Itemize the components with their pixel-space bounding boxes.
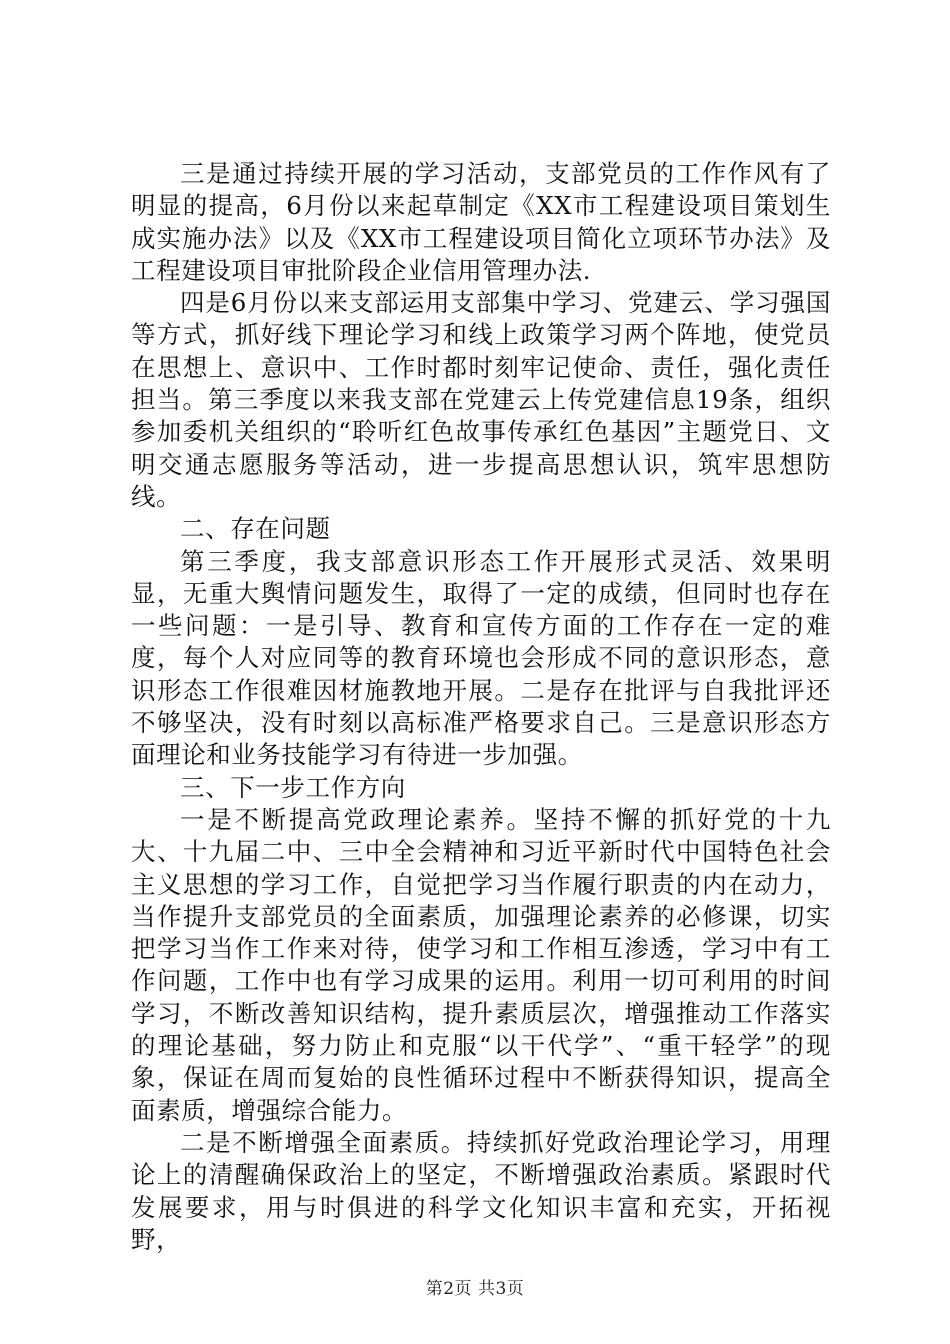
paragraph-next-step-2: 二是不断增强全面素质。持续抓好党政治理论学习，用理论上的清醒确保政治上的坚定，不断增强政治素质。紧跟时代发展要求，用与时俱进的科学文化知识丰富和充实，开拓视野， <box>131 1127 831 1254</box>
document-body <box>131 158 831 1256</box>
section-heading-existing-problems: 二、存在问题 <box>180 514 331 544</box>
section-heading-next-steps: 三、下一步工作方向 <box>180 772 406 802</box>
paragraph-item-4-study-methods: 四是6月份以来支部运用支部集中学习、党建云、学习强国等方式，抓好线下理论学习和线上政策学习两个阵地，使党员在思想上、意识中、工作时都时刻牢记使命、责任，强化责任担当。第三季度以来我支部在党建云上传党建信息19条，组织参加委机关组织的“聆听红色故事传承红色基因”主题党日、文明交通志愿服务等活动，进一步提高思想认识，筑牢思想防线。 <box>131 288 831 511</box>
paragraph-next-step-1: 一是不断提高党政理论素养。坚持不懈的抓好党的十九大、十九届二中、三中全会精神和习近平新时代中国特色社会主义思想的学习工作，自觉把学习当作履行职责的内在动力，当作提升支部党员的全面素质，加强理论素养的必修课，切实把学习当作工作来对待，使学习和工作相互渗透，学习中有工作问题，工作中也有学习成果的运用。利用一切可利用的时间学习，不断改善知识结构，提升素质层次，增强推动工作落实的理论基础，努力防止和克服“以干代学”、“重干轻学”的现象，保证在周而复始的良性循环过程中不断获得知识，提高全面素质，增强综合能力。 <box>131 804 831 1125</box>
paragraph-item-3-results: 三是通过持续开展的学习活动，支部党员的工作作风有了明显的提高，6月份以来起草制定《XX市工程建设项目策划生成实施办法》以及《XX市工程建设项目简化立项环节办法》及工程建设项目审批阶段企业信用管理办法. <box>131 159 831 285</box>
page-footer: 第2页 共3页 <box>425 1279 525 1299</box>
paragraph-problems: 第三季度，我支部意识形态工作开展形式灵活、效果明显，无重大舆情问题发生，取得了一定的成绩，但同时也存在一些问题：一是引导、教育和宣传方面的工作存在一定的难度，每个人对应同等的教育环境也会形成不同的意识形态，意识形态工作很难因材施教地开展。二是存在批评与自我批评还不够坚决，没有时刻以高标准严格要求自己。三是意识形态方面理论和业务技能学习有待进一步加强。 <box>131 546 831 770</box>
